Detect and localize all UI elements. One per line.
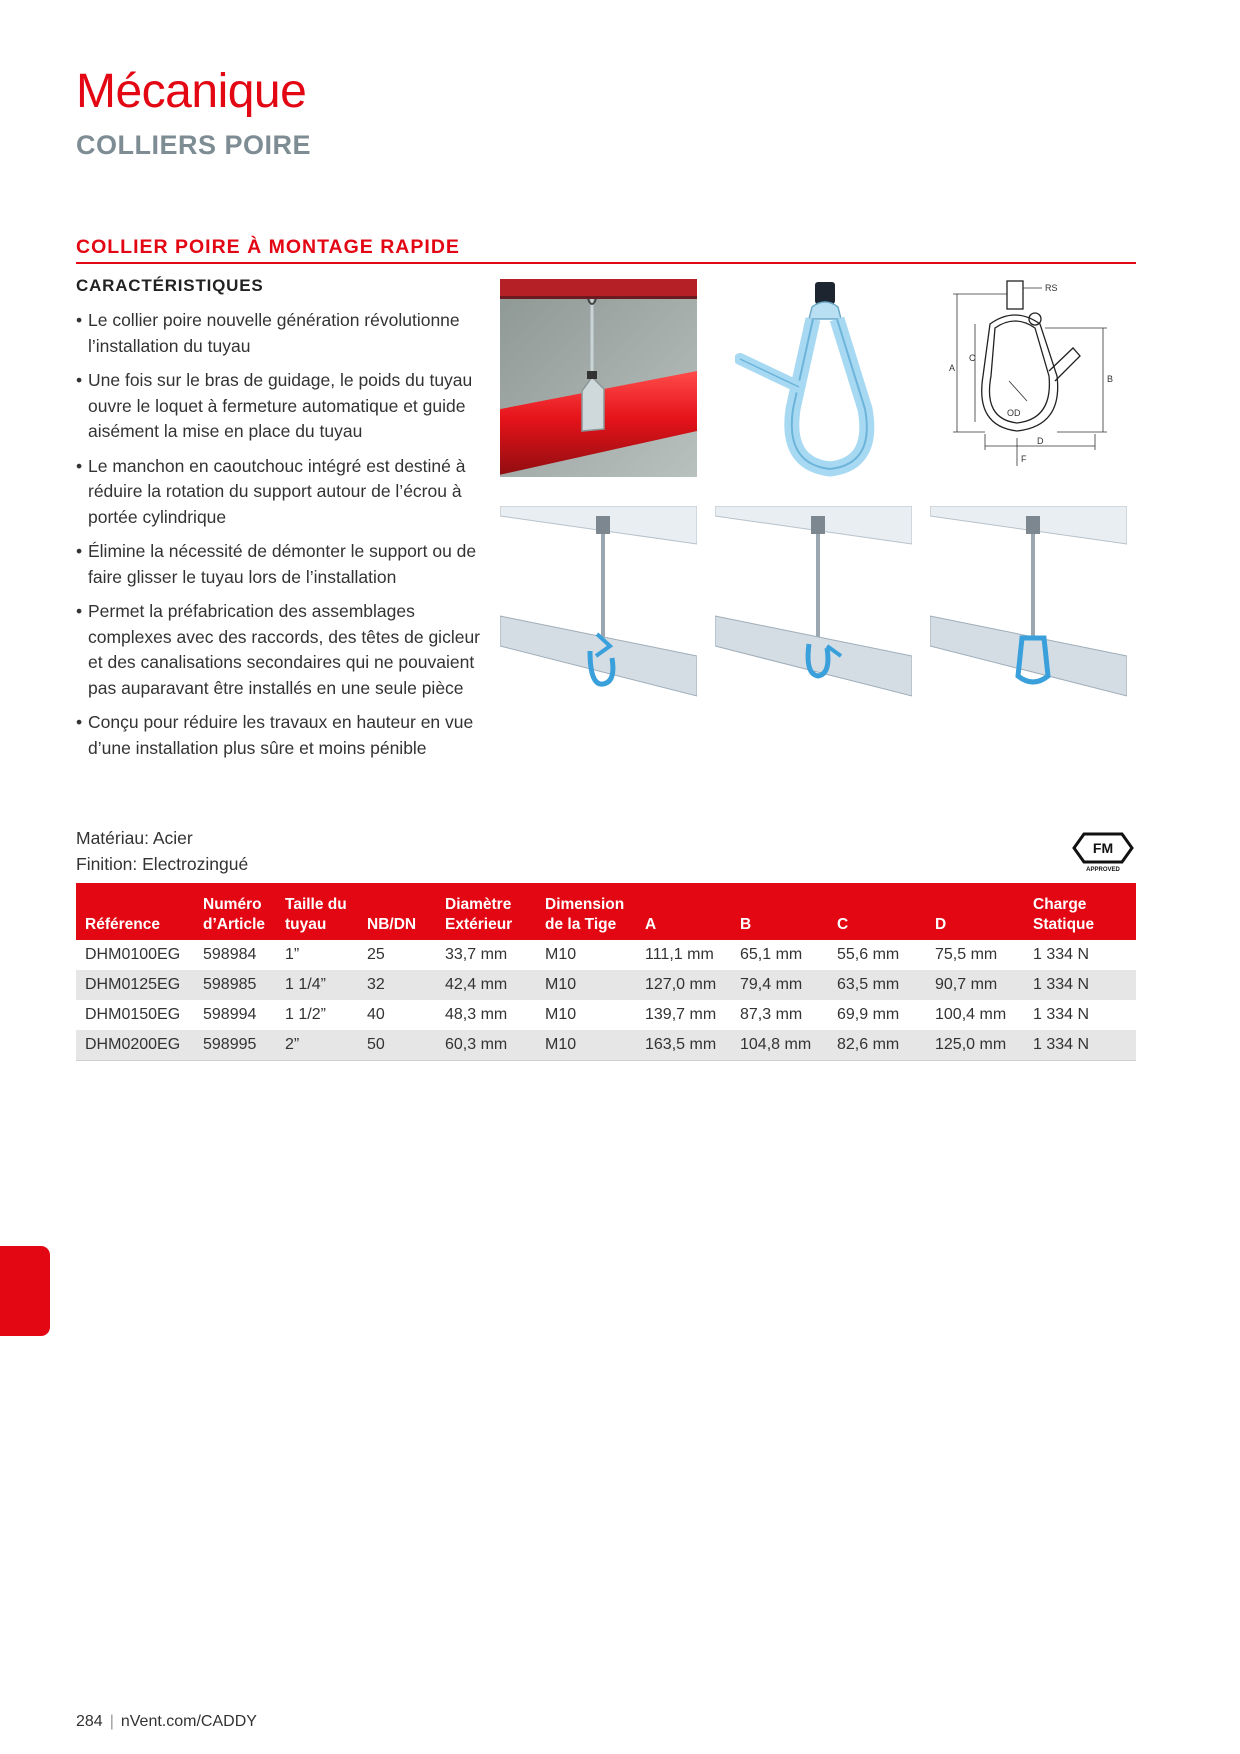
section-divider — [76, 262, 1136, 264]
table-cell: 1” — [285, 946, 300, 963]
table-cell: M10 — [545, 1006, 577, 1023]
table-cell: 33,7 mm — [445, 946, 508, 963]
install-step-3-image — [930, 506, 1127, 700]
fm-mark: FM — [1092, 840, 1114, 856]
table-cell: M10 — [536, 1030, 636, 1061]
table-cell: 2” — [276, 1030, 358, 1061]
header-nb-dn: NB/DN — [358, 883, 436, 940]
specification-table — [76, 883, 1136, 1061]
table-cell: 87,3 mm — [740, 1006, 803, 1023]
table-cell: 125,0 mm — [926, 1030, 1024, 1061]
diagram-label-a: A — [949, 363, 956, 373]
page-number: 284 — [76, 1713, 103, 1730]
table-cell: 100,4 mm — [935, 1006, 1007, 1023]
table-row — [76, 1000, 1136, 1030]
header-c: C — [828, 883, 926, 940]
table-cell: DHM0125EG — [76, 970, 194, 1000]
table-cell: 90,7 mm — [926, 970, 1024, 1000]
table-cell: 1 334 N — [1033, 946, 1090, 963]
table-cell: 104,8 mm — [731, 1030, 828, 1061]
table-cell: 139,7 mm — [645, 1006, 717, 1023]
table-row — [76, 970, 1136, 1000]
table-cell: DHM0200EG — [76, 1030, 194, 1061]
feature-item: • Le manchon en caoutchouc intégré est destiné à réduire la rotation du support autour de l’écrou à portée cylindrique — [76, 454, 488, 531]
table-cell: 69,9 mm — [837, 1006, 900, 1023]
table-cell: 42,4 mm — [436, 970, 536, 1000]
header-static-load: Charge Statique — [1024, 883, 1136, 940]
finish-text: Finition: Electrozingué — [76, 853, 249, 874]
table-cell: 1 334 N — [1024, 970, 1136, 1000]
footer-website-link[interactable]: nVent.com/CADDY — [120, 1713, 257, 1730]
page-title: Mécanique — [76, 65, 307, 118]
table-cell: 48,3 mm — [445, 1006, 508, 1023]
table-cell: 65,1 mm — [740, 946, 803, 963]
features-list — [76, 308, 488, 770]
table-cell: 1 334 N — [1024, 1030, 1136, 1061]
feature-item: • Conçu pour réduire les travaux en hauteur en vue d’une installation plus sûre et moins pénible — [76, 710, 488, 761]
diagram-label-rs: RS — [1045, 283, 1058, 293]
table-cell: 40 — [367, 1006, 385, 1023]
header-outer-diameter: Diamètre Extérieur — [436, 883, 536, 940]
header-pipe-size: Taille du tuyau — [276, 883, 358, 940]
install-step-2-image — [715, 506, 912, 700]
table-cell: 111,1 mm — [645, 946, 714, 963]
header-article-number: Numéro d’Article — [194, 883, 276, 940]
table-cell: 598984 — [203, 946, 257, 963]
table-cell: 127,0 mm — [636, 970, 731, 1000]
fm-approved-badge — [1070, 826, 1136, 872]
clamp-product-image — [735, 279, 915, 477]
feature-item: • Élimine la nécessité de démonter le support ou de faire glisser le tuyau lors de l’installation — [76, 539, 488, 590]
diagram-label-b: B — [1107, 374, 1114, 384]
table-cell: DHM0100EG — [85, 946, 181, 963]
feature-item: • Le collier poire nouvelle génération révolutionne l’installation du tuyau — [76, 308, 488, 359]
material-info — [76, 826, 248, 877]
table-cell: M10 — [536, 970, 636, 1000]
table-cell: 598995 — [194, 1030, 276, 1061]
table-header-row — [76, 883, 1136, 940]
table-cell: 60,3 mm — [436, 1030, 536, 1061]
feature-item: • Une fois sur le bras de guidage, le poids du tuyau ouvre le loquet à fermeture automatique et guide aisément la mise en place du tuyau — [76, 368, 488, 445]
table-cell: 598994 — [203, 1006, 257, 1023]
header-reference: Référence — [76, 883, 194, 940]
features-heading: CARACTÉRISTIQUES — [76, 276, 264, 295]
page-subtitle: COLLIERS POIRE — [76, 130, 312, 160]
installation-photo — [500, 279, 697, 477]
material-text: Matériau: Acier — [76, 828, 193, 848]
table-cell: 1 1/4” — [276, 970, 358, 1000]
table-cell: 32 — [358, 970, 436, 1000]
table-cell: 25 — [367, 946, 385, 963]
table-cell: DHM0150EG — [85, 1006, 181, 1023]
table-cell: 75,5 mm — [935, 946, 998, 963]
table-cell: 1 1/2” — [285, 1006, 326, 1023]
table-cell: 1 334 N — [1033, 1006, 1090, 1023]
chapter-side-tab — [0, 1246, 50, 1336]
header-rod-size: Dimension de la Tige — [536, 883, 636, 940]
table-cell: 55,6 mm — [837, 946, 900, 963]
table-cell: 50 — [358, 1030, 436, 1061]
header-d: D — [926, 883, 1024, 940]
diagram-label-f: F — [1021, 454, 1027, 464]
table-row — [76, 940, 1136, 970]
header-b: B — [731, 883, 828, 940]
header-a: A — [636, 883, 731, 940]
footer-separator: | — [109, 1713, 114, 1730]
table-cell: M10 — [545, 946, 577, 963]
feature-item: • Permet la préfabrication des assemblages complexes avec des raccords, des têtes de gicleur et des canalisations secondaires qui ne pouvaient pas auparavant être installés en une seule pièce — [76, 599, 488, 701]
fm-approved-text: APPROVED — [1086, 867, 1120, 872]
table-row — [76, 1030, 1136, 1061]
dimension-diagram — [945, 276, 1120, 476]
diagram-label-c: C — [969, 353, 976, 363]
diagram-label-od: OD — [1007, 408, 1021, 418]
install-step-1-image — [500, 506, 697, 700]
section-title: COLLIER POIRE À MONTAGE RAPIDE — [76, 236, 460, 258]
table-cell: 163,5 mm — [636, 1030, 731, 1061]
table-cell: 82,6 mm — [828, 1030, 926, 1061]
table-cell: 63,5 mm — [828, 970, 926, 1000]
table-cell: 79,4 mm — [731, 970, 828, 1000]
page-footer — [76, 1713, 257, 1731]
diagram-label-d: D — [1037, 436, 1044, 446]
table-cell: 598985 — [194, 970, 276, 1000]
